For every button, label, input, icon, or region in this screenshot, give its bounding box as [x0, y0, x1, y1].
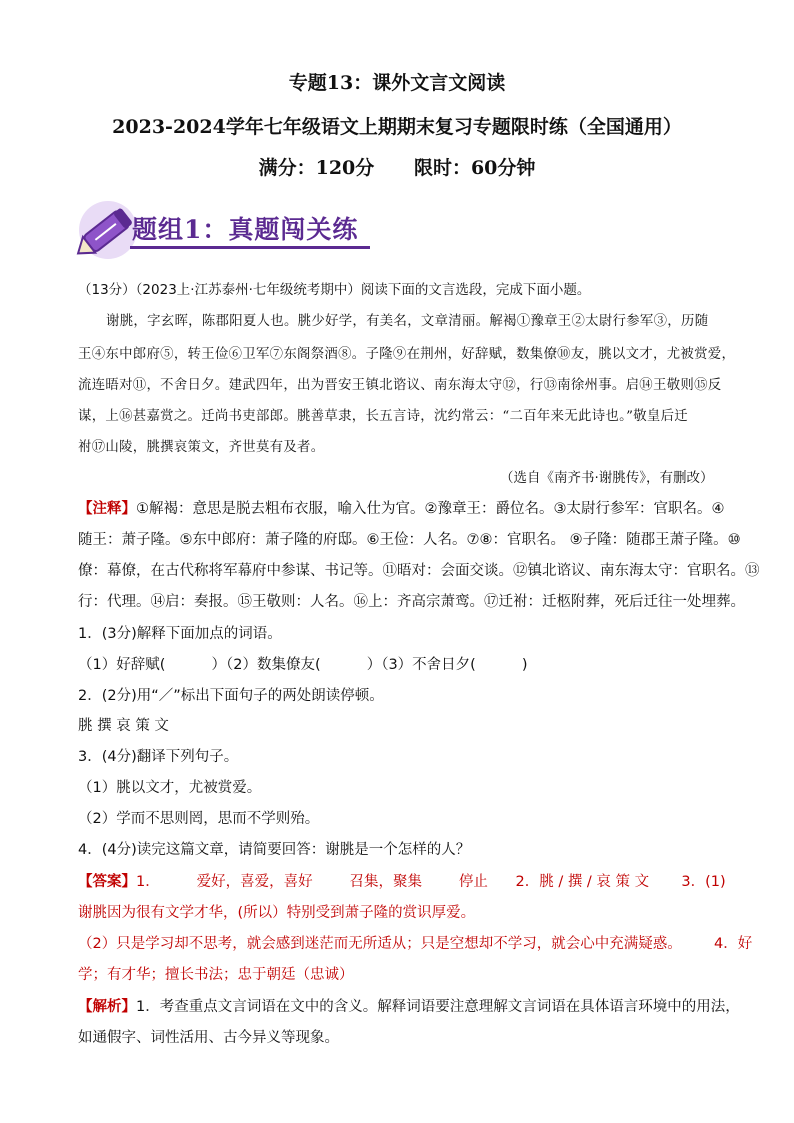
answer-line: （2）只是学习却不思考，就会感到迷茫而无所适从；只是空想却不学习，就会心中充满疑惑。 4．好 — [78, 936, 753, 952]
note-line: 随王：萧子隆。⑤东中郎府：萧子隆的府邸。⑥王俭：人名。⑦⑧：官职名。 ⑨子隆：随郡王萧子隆。⑩ — [78, 532, 741, 548]
answer-line: 学；有才华；擅长书法；忠于朝廷（忠诚） — [78, 967, 354, 983]
question-intro: （13分）（2023上·江苏泰州·七年级统考期中）阅读下面的文言选段，完成下面小题。 — [78, 282, 591, 298]
answer-line: 1． 爱好，喜爱，喜好 召集，聚集 停止 2．朓 / 撰 / 哀 策 文 3．(1) — [136, 874, 726, 890]
analysis-first-line — [78, 995, 740, 1016]
passage-line: 谋，上⑯甚嘉赏之。迁尚书吏部郎。朓善草隶，长五言诗，沈约常云：“二百年来无此诗也。”敬皇后迁 — [78, 409, 688, 424]
question-stem: 4．(4分)读完这篇文章，请简要回答：谢朓是一个怎样的人？ — [78, 842, 471, 858]
question-body: 朓 撰 哀 策 文 — [78, 718, 169, 734]
banner-underline — [130, 246, 370, 249]
answer-first-line — [78, 870, 726, 891]
analysis-line: 1．考查重点文言词语在文中的含义。解释词语要注意理解文言词语在具体语言环境中的用法， — [136, 999, 740, 1015]
question-body: （2）学而不思则罔，思而不学则殆。 — [78, 811, 320, 827]
note-line: 行：代理。⑭启：奏报。⑮王敬则：人名。⑯上：齐高宗萧鸾。⑰迁祔：迁柩附葬，死后迁往一处埋葬。 — [78, 594, 745, 610]
answer-line: 谢朓因为很有文学才华，(所以）特别受到萧子隆的赏识厚爱。 — [78, 905, 476, 921]
notes-label: 【注释】 — [78, 501, 136, 517]
page-title: 专题13：课外文言文阅读 — [288, 72, 506, 94]
question-body: （1）好辞赋( ）（2）数集僚友( ）（3）不舍日夕( ) — [78, 657, 528, 673]
page-subtitle: 2023-2024学年七年级语文上期期末复习专题限时练（全国通用） — [112, 116, 682, 138]
question-body: （1）朓以文才，尤被赏爱。 — [78, 780, 262, 796]
score-line: 满分：120分 限时：60分钟 — [258, 157, 536, 179]
passage-line: 谢朓，字玄晖，陈郡阳夏人也。朓少好学，有美名，文章清丽。解褐①豫章王②太尉行参军③，历随 — [106, 314, 709, 329]
analysis-label: 【解析】 — [78, 999, 136, 1015]
passage-line: 祔⑰山陵，朓撰哀策文，齐世莫有及者。 — [78, 440, 325, 455]
note-line: 僚：幕僚，在古代称将军幕府中参谋、书记等。⑪晤对：会面交谈。⑫镇北谘议、南东海太守：官职名。⑬ — [78, 563, 760, 579]
passage-source: （选自《南齐书·谢朓传》，有删改） — [500, 470, 714, 486]
banner-title: 题组1：真题闯关练 — [132, 215, 359, 244]
answer-label: 【答案】 — [78, 874, 136, 890]
question-stem: 1．(3分)解释下面加点的词语。 — [78, 626, 282, 642]
passage-line: 流连晤对⑪，不舍日夕。建武四年，出为晋安王镇北谘议、南东海太守⑫，行⑬南徐州事。启⑭王敬则⑮反 — [78, 378, 722, 393]
question-stem: 3．(4分)翻译下列句子。 — [78, 749, 239, 765]
passage-line: 王④东中郎府⑤，转王俭⑥卫军⑦东阁祭酒⑧。子隆⑨在荆州，好辞赋，数集僚⑩友，朓以文才，尤被赏爱， — [78, 347, 736, 362]
question-stem: 2．(2分)用“／”标出下面句子的两处朗读停顿。 — [78, 688, 384, 704]
note-line: ①解褐：意思是脱去粗布衣服，喻入仕为官。②豫章王：爵位名。③太尉行参军：官职名。④ — [136, 501, 725, 517]
notes-first-line — [78, 497, 725, 518]
analysis-line: 如通假字、词性活用、古今异义等现象。 — [78, 1030, 339, 1046]
